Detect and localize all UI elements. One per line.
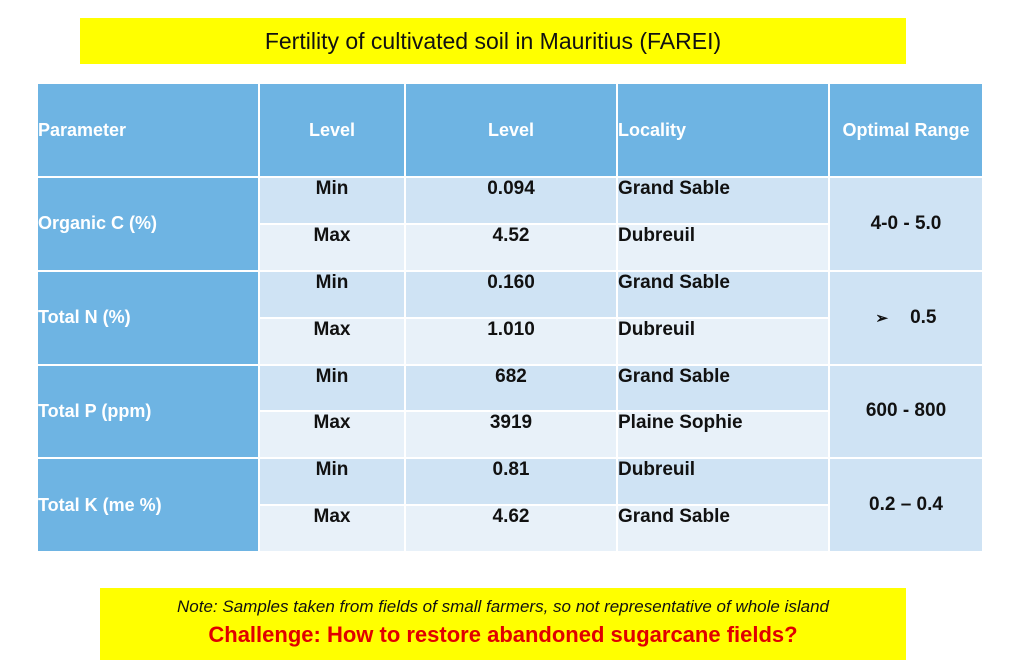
header-parameter: Parameter [37, 83, 259, 177]
arrow-bullet-icon: ➢ [875, 309, 889, 327]
soil-fertility-table [36, 82, 984, 553]
optimal-range-cell: 4-0 - 5.0 [829, 177, 983, 271]
table-row [37, 458, 983, 505]
title-banner [80, 18, 906, 64]
locality-cell: Dubreuil [617, 318, 829, 365]
header-level-value: Level [405, 83, 617, 177]
header-level: Level [259, 83, 405, 177]
value-cell: 4.52 [405, 224, 617, 271]
table-row [37, 177, 983, 224]
value-cell: 3919 [405, 411, 617, 458]
optimal-range-value: 0.5 [910, 306, 937, 328]
level-cell: Min [259, 271, 405, 318]
header-row [37, 83, 983, 177]
level-cell: Min [259, 365, 405, 412]
note-text: Note: Samples taken from fields of small farmers, so not representative of whole island [177, 597, 829, 616]
locality-cell: Dubreuil [617, 224, 829, 271]
value-cell: 0.160 [405, 271, 617, 318]
table-row [37, 271, 983, 318]
value-cell: 4.62 [405, 505, 617, 552]
locality-cell: Dubreuil [617, 458, 829, 505]
optimal-range-cell [829, 271, 983, 365]
note-banner [100, 588, 906, 660]
parameter-cell: Total P (ppm) [37, 365, 259, 459]
locality-cell: Grand Sable [617, 505, 829, 552]
parameter-cell: Total K (me %) [37, 458, 259, 552]
parameter-cell: Total N (%) [37, 271, 259, 365]
page-title: Fertility of cultivated soil in Mauritius (FAREI) [264, 27, 722, 54]
locality-cell: Grand Sable [617, 271, 829, 318]
locality-cell: Grand Sable [617, 365, 829, 412]
value-cell: 0.81 [405, 458, 617, 505]
level-cell: Min [259, 177, 405, 224]
header-locality: Locality [617, 83, 829, 177]
optimal-range-cell: 0.2 – 0.4 [829, 458, 983, 552]
level-cell: Max [259, 505, 405, 552]
challenge-text: Challenge: How to restore abandoned sugarcane fields? [208, 622, 798, 647]
value-cell: 1.010 [405, 318, 617, 365]
level-cell: Max [259, 318, 405, 365]
level-cell: Max [259, 411, 405, 458]
optimal-range-cell: 600 - 800 [829, 365, 983, 459]
level-cell: Min [259, 458, 405, 505]
table-row [37, 365, 983, 412]
level-cell: Max [259, 224, 405, 271]
value-cell: 0.094 [405, 177, 617, 224]
header-optimal-range: Optimal Range [829, 83, 983, 177]
value-cell: 682 [405, 365, 617, 412]
locality-cell: Grand Sable [617, 177, 829, 224]
locality-cell: Plaine Sophie [617, 411, 829, 458]
parameter-cell: Organic C (%) [37, 177, 259, 271]
